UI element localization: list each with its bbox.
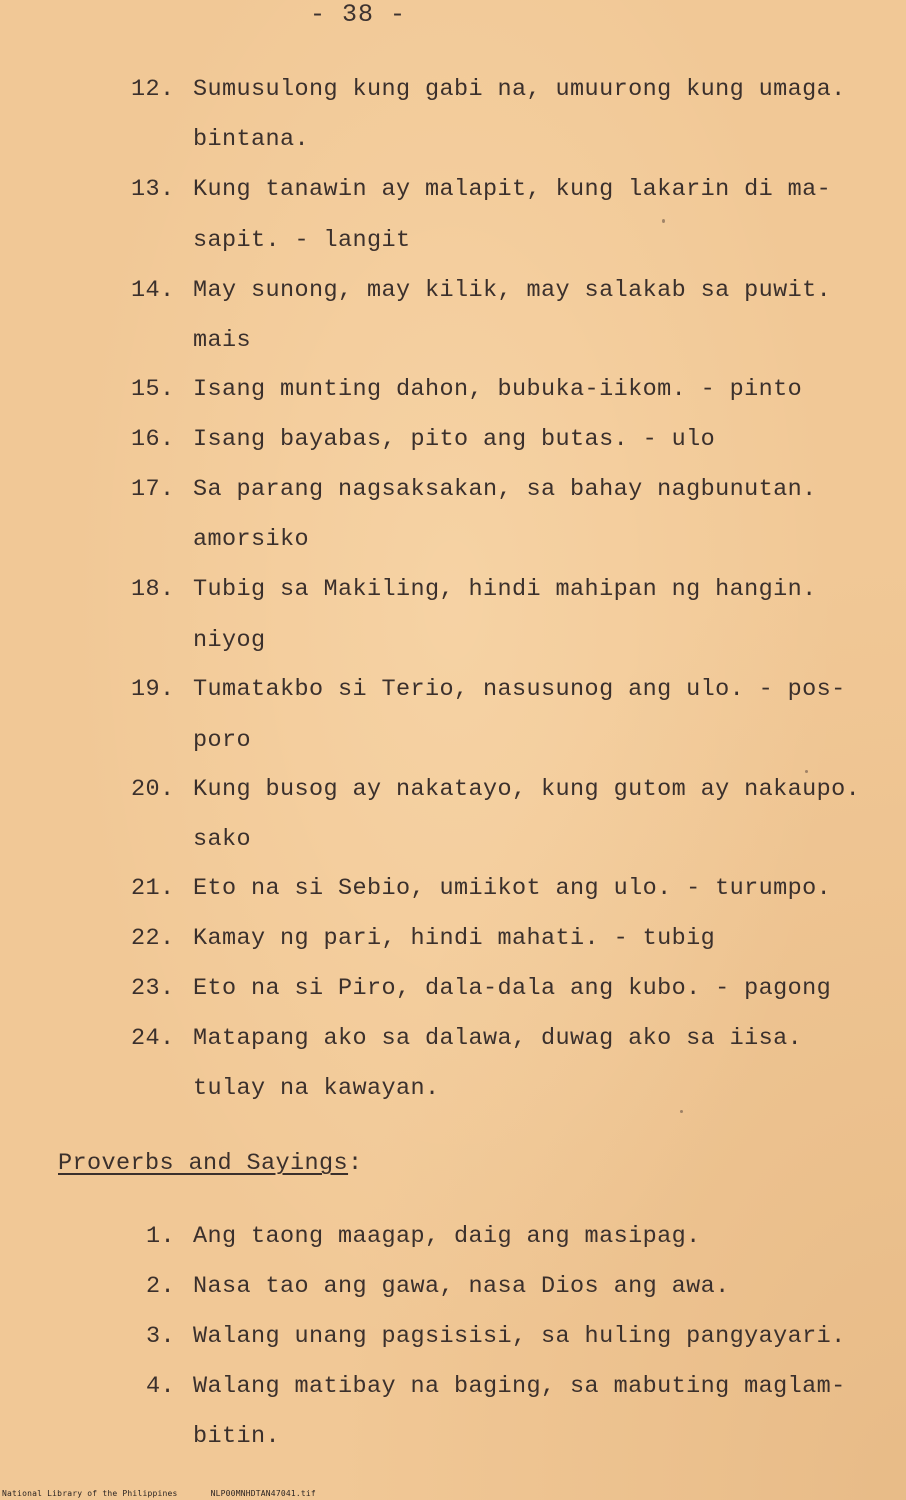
riddle-number: 15. xyxy=(131,376,175,403)
proverb-text: Ang taong maagap, daig ang masipag. xyxy=(193,1223,701,1250)
riddle-text: bintana. xyxy=(193,126,310,153)
scan-footer xyxy=(2,1489,344,1498)
riddle-text: Matapang ako sa dalawa, duwag ako sa iisa. xyxy=(193,1025,803,1052)
riddle-number: 12. xyxy=(131,76,175,103)
proverb-number: 2. xyxy=(146,1273,176,1300)
footer-filename: NLP00MNHDTAN47041.tif xyxy=(210,1489,316,1498)
footer-source: National Library of the Philippines xyxy=(2,1489,178,1498)
riddle-text: sapit. - langit xyxy=(193,227,411,254)
riddle-number: 19. xyxy=(131,676,175,703)
section-heading-colon: : xyxy=(348,1150,363,1177)
proverb-text: Nasa tao ang gawa, nasa Dios ang awa. xyxy=(193,1273,730,1300)
riddle-text: Eto na si Sebio, umiikot ang ulo. - turumpo. xyxy=(193,875,832,902)
proverb-text: Walang matibay na baging, sa mabuting maglam- xyxy=(193,1373,846,1400)
section-heading xyxy=(58,1150,363,1177)
riddle-text: sako xyxy=(193,826,252,853)
riddle-number: 21. xyxy=(131,875,175,902)
proverb-text: Walang unang pagsisisi, sa huling pangyayari. xyxy=(193,1323,846,1350)
section-heading-text: Proverbs and Sayings xyxy=(58,1150,349,1177)
riddle-text: Eto na si Piro, dala-dala ang kubo. - pagong xyxy=(193,975,832,1002)
riddle-number: 13. xyxy=(131,176,175,203)
paper-speck xyxy=(662,219,665,223)
riddle-text: Kung tanawin ay malapit, kung lakarin di ma- xyxy=(193,176,832,203)
riddle-text: tulay na kawayan. xyxy=(193,1075,440,1102)
riddle-number: 14. xyxy=(131,277,175,304)
riddle-text: Isang munting dahon, bubuka-iikom. - pinto xyxy=(193,376,803,403)
riddle-number: 20. xyxy=(131,776,175,803)
riddle-text: Kung busog ay nakatayo, kung gutom ay nakaupo. xyxy=(193,776,861,803)
paper-speck xyxy=(805,770,808,773)
proverb-number: 4. xyxy=(146,1373,176,1400)
riddle-text: May sunong, may kilik, may salakab sa puwit. xyxy=(193,277,832,304)
riddle-text: Isang bayabas, pito ang butas. - ulo xyxy=(193,426,716,453)
riddle-number: 16. xyxy=(131,426,175,453)
riddle-text: Tumatakbo si Terio, nasusunog ang ulo. - pos- xyxy=(193,676,846,703)
riddle-number: 17. xyxy=(131,476,175,503)
proverb-text: bitin. xyxy=(193,1423,281,1450)
riddle-text: Kamay ng pari, hindi mahati. - tubig xyxy=(193,925,716,952)
proverb-number: 3. xyxy=(146,1323,176,1350)
proverb-number: 1. xyxy=(146,1223,176,1250)
riddle-number: 18. xyxy=(131,576,175,603)
riddle-text: amorsiko xyxy=(193,526,310,553)
riddle-text: mais xyxy=(193,327,252,354)
riddle-text: Sumusulong kung gabi na, umuurong kung umaga. xyxy=(193,76,846,103)
riddle-number: 24. xyxy=(131,1025,175,1052)
riddle-text: Sa parang nagsaksakan, sa bahay nagbunutan. xyxy=(193,476,817,503)
riddle-number: 22. xyxy=(131,925,175,952)
riddle-text: Tubig sa Makiling, hindi mahipan ng hangin. xyxy=(193,576,817,603)
riddle-number: 23. xyxy=(131,975,175,1002)
page-number: - 38 - xyxy=(310,0,407,29)
riddle-text: poro xyxy=(193,727,252,754)
riddle-text: niyog xyxy=(193,627,266,654)
paper-speck xyxy=(680,1110,683,1113)
